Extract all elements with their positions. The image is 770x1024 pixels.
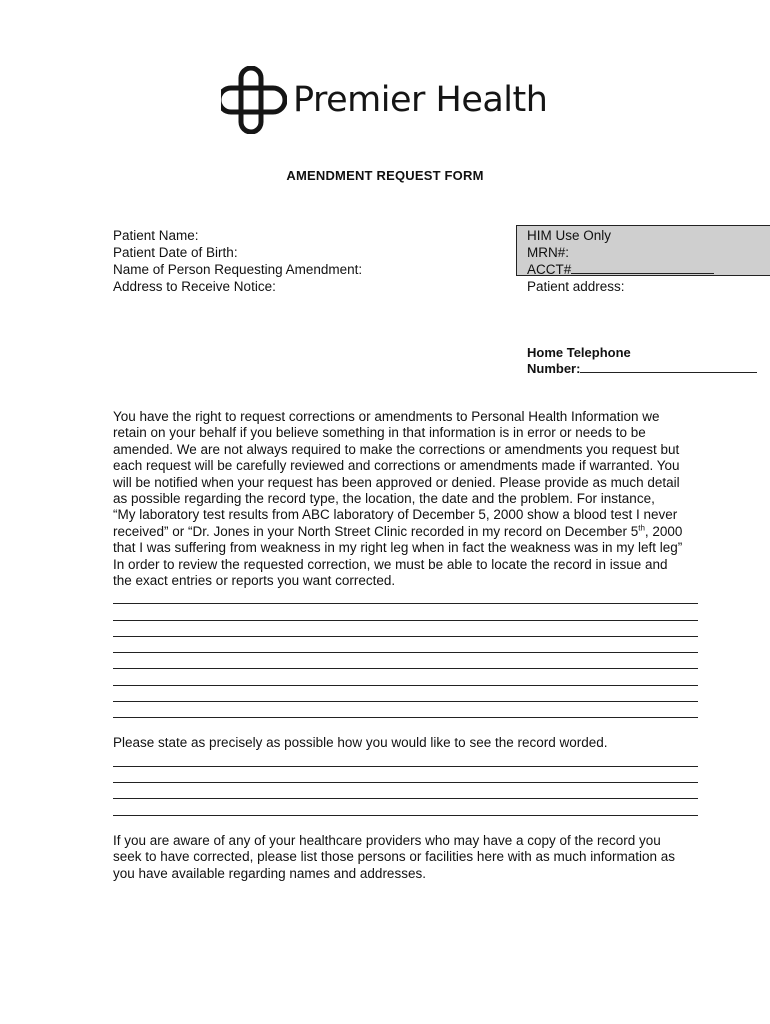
notice-address-label: Address to Receive Notice:: [113, 279, 276, 294]
requester-name-label: Name of Person Requesting Amendment:: [113, 262, 363, 277]
patient-dob-label: Patient Date of Birth:: [113, 245, 238, 260]
correction-write-line[interactable]: [113, 620, 698, 621]
phone-blank-line: [580, 361, 757, 373]
instructions-text: , 2000: [644, 523, 683, 539]
wording-write-line[interactable]: [113, 766, 698, 767]
providers-line: If you are aware of any of your healthcare providers who may have a copy of the record you: [113, 833, 661, 848]
home-telephone-label: Home Telephone: [527, 345, 631, 360]
phone-number-label: Number:: [527, 361, 581, 376]
acct-row: [527, 261, 770, 279]
wording-write-line[interactable]: [113, 782, 698, 783]
brand-name: Premier Health: [293, 80, 548, 120]
instructions-paragraph: [113, 409, 709, 589]
him-heading: HIM Use Only: [527, 228, 612, 243]
instructions-line: each request will be carefully reviewed and corrections or amendments made if warranted. You: [113, 458, 680, 474]
him-use-only-box: [516, 225, 770, 276]
home-telephone-block: [527, 345, 757, 377]
instructions-line: In order to review the requested correction, we must be able to locate the record in issue and: [113, 556, 668, 572]
patient-name-label: Patient Name:: [113, 228, 199, 243]
phone-number-row: [527, 361, 757, 377]
ordinal-suffix: th: [638, 523, 645, 533]
correction-write-line[interactable]: [113, 668, 698, 669]
instructions-line: will be notified when your request has been approved or denied. Please provide as much detail: [113, 474, 680, 490]
instructions-line: retain on your behalf if you believe something in that information is in error or needs to be: [113, 425, 646, 441]
premier-health-mark-icon: [221, 66, 287, 134]
instructions-line: the exact entries or reports you want corrected.: [113, 573, 396, 589]
providers-line: seek to have corrected, please list those persons or facilities here with as much information as: [113, 849, 676, 865]
wording-write-line[interactable]: [113, 798, 698, 799]
mrn-label: MRN#:: [527, 244, 570, 260]
page-title: AMENDMENT REQUEST FORM: [286, 168, 484, 183]
correction-write-line[interactable]: [113, 603, 698, 604]
instructions-line: as possible regarding the record type, the location, the date and the problem. For instance,: [113, 491, 655, 507]
acct-label: ACCT#: [527, 262, 572, 277]
correction-write-line[interactable]: [113, 636, 698, 637]
instructions-line: “My laboratory test results from ABC laboratory of December 5, 2000 show a blood test I never: [113, 507, 678, 523]
instructions-line: amended. We are not always required to make the corrections or amendments you request but: [113, 441, 680, 457]
providers-paragraph: [113, 833, 709, 882]
instructions-line: that I was suffering from weakness in my right leg when in fact the weakness was in my left leg”: [113, 540, 683, 556]
correction-write-line[interactable]: [113, 717, 698, 718]
providers-line: you have available regarding names and addresses.: [113, 865, 426, 881]
instructions-text: received” or “Dr. Jones in your North Street Clinic recorded in my record on December 5: [113, 523, 639, 539]
patient-address-label: Patient address:: [527, 279, 625, 294]
correction-write-line[interactable]: [113, 701, 698, 702]
acct-blank-line: [571, 261, 714, 274]
instructions-line: [113, 524, 709, 540]
wording-prompt: Please state as precisely as possible how you would like to see the record worded.: [113, 735, 608, 750]
correction-write-line[interactable]: [113, 685, 698, 686]
correction-write-line[interactable]: [113, 652, 698, 653]
patient-info-fields: [113, 227, 362, 295]
instructions-line: You have the right to request corrections or amendments to Personal Health Information we: [113, 409, 660, 424]
wording-write-line[interactable]: [113, 815, 698, 816]
premier-health-logo: [221, 66, 547, 134]
